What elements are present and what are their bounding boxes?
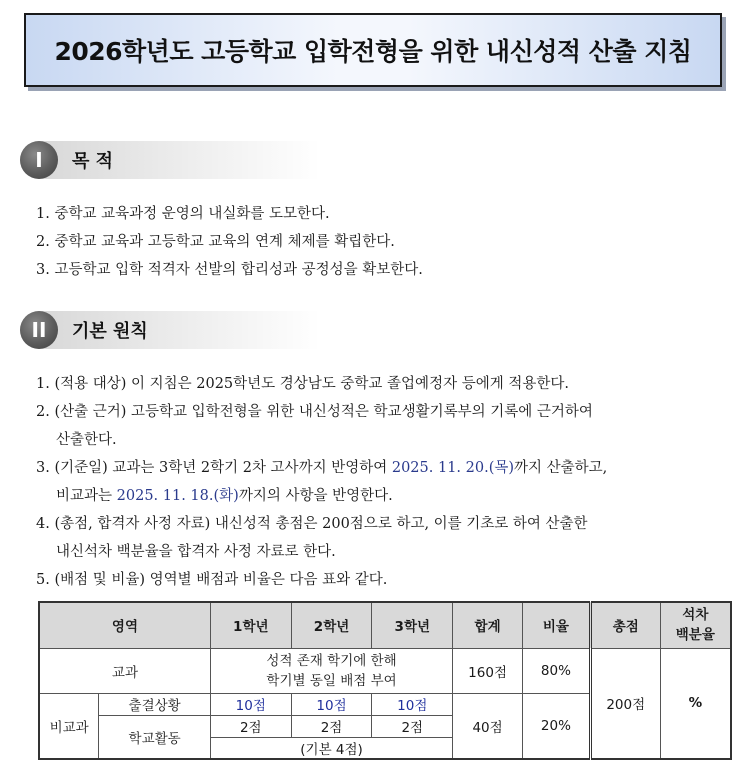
purpose-list <box>36 200 736 284</box>
list-item-text: 까지 산출하고, <box>514 460 608 476</box>
reference-date: 2025. 11. 20.(목) <box>391 460 515 476</box>
subject-note <box>210 648 452 693</box>
nonsubject-sum: 40점 <box>453 693 523 759</box>
section-heading: 기본 원칙 <box>72 321 148 342</box>
attendance-grade3: 10점 <box>372 693 453 715</box>
header-grade2: 2학년 <box>291 602 372 648</box>
list-item: 2. 중학교 교육과 고등학교 교육의 연계 체제를 확립한다. <box>36 234 395 250</box>
attendance-label: 출결상황 <box>99 693 211 715</box>
list-item: 1. (적용 대상) 이 지침은 2025학년도 경상남도 중학교 졸업예정자 등에게 적용한다. <box>36 376 569 392</box>
header-grade1: 1학년 <box>210 602 291 648</box>
header-ratio: 비율 <box>523 602 591 648</box>
table-row <box>39 648 731 693</box>
list-item-text: 까지의 사항을 반영한다. <box>238 488 393 504</box>
header-area: 영역 <box>39 602 210 648</box>
list-item: 5. (배점 및 비율) 영역별 배점과 비율은 다음 표와 같다. <box>36 572 388 588</box>
subject-note-line: 성적 존재 학기에 한해 <box>266 652 397 669</box>
nonsubject-ratio: 20% <box>523 693 591 759</box>
document-title: 2026학년도 고등학교 입학전형을 위한 내신성적 산출 지침 <box>54 37 692 66</box>
roman-numeral-badge: II <box>20 311 58 349</box>
header-total: 총점 <box>590 602 660 648</box>
activity-grade3: 2점 <box>372 715 453 737</box>
list-item-text: 3. (기준일) 교과는 3학년 2학기 2차 고사까지 반영하여 <box>36 460 392 476</box>
score-allocation-table <box>38 601 732 760</box>
header-sum: 합계 <box>453 602 523 648</box>
list-item-continuation: 산출한다. <box>56 432 117 448</box>
list-item <box>36 454 736 482</box>
attendance-grade2: 10점 <box>291 693 372 715</box>
document-title-box <box>24 13 722 87</box>
row-label-subject: 교과 <box>39 648 210 693</box>
list-item-continuation: 내신석차 백분율을 합격자 사정 자료로 한다. <box>56 544 336 560</box>
header-rank-line: 백분율 <box>675 627 715 644</box>
list-item: 4. (총점, 합격자 사정 자료) 내신성적 총점은 200점으로 하고, 이를 기초로 하여 산출한 <box>36 516 588 532</box>
activity-grade2: 2점 <box>291 715 372 737</box>
list-item: 1. 중학교 교육과정 운영의 내실화를 도모한다. <box>36 206 330 222</box>
total-score: 200점 <box>590 648 660 759</box>
rank-percentile-value: % <box>660 648 731 759</box>
attendance-grade1: 10점 <box>210 693 291 715</box>
principles-list <box>36 370 736 594</box>
list-item: 2. (산출 근거) 고등학교 입학전형을 위한 내신성적은 학교생활기록부의 기록에 근거하여 <box>36 404 593 420</box>
activity-label: 학교활동 <box>99 715 211 759</box>
section-header-purpose <box>20 141 320 179</box>
activity-base-note: (기본 4점) <box>210 737 452 759</box>
subject-ratio: 80% <box>523 648 591 693</box>
header-rank-line: 석차 <box>682 607 709 624</box>
list-item-continuation <box>36 482 736 510</box>
subject-note-line: 학기별 동일 배점 부여 <box>266 672 397 689</box>
row-label-nonsubject: 비교과 <box>39 693 99 759</box>
section-header-principles <box>20 311 320 349</box>
section-heading: 목 적 <box>72 151 114 172</box>
header-rank-percentile <box>660 602 731 648</box>
table-header-row <box>39 602 731 648</box>
list-item: 3. 고등학교 입학 적격자 선발의 합리성과 공정성을 확보한다. <box>36 262 423 278</box>
roman-numeral-badge: I <box>20 141 58 179</box>
reference-date: 2025. 11. 18.(화) <box>116 488 239 504</box>
subject-sum: 160점 <box>453 648 523 693</box>
list-item-text: 비교과는 <box>56 488 117 504</box>
header-grade3: 3학년 <box>372 602 453 648</box>
activity-grade1: 2점 <box>210 715 291 737</box>
